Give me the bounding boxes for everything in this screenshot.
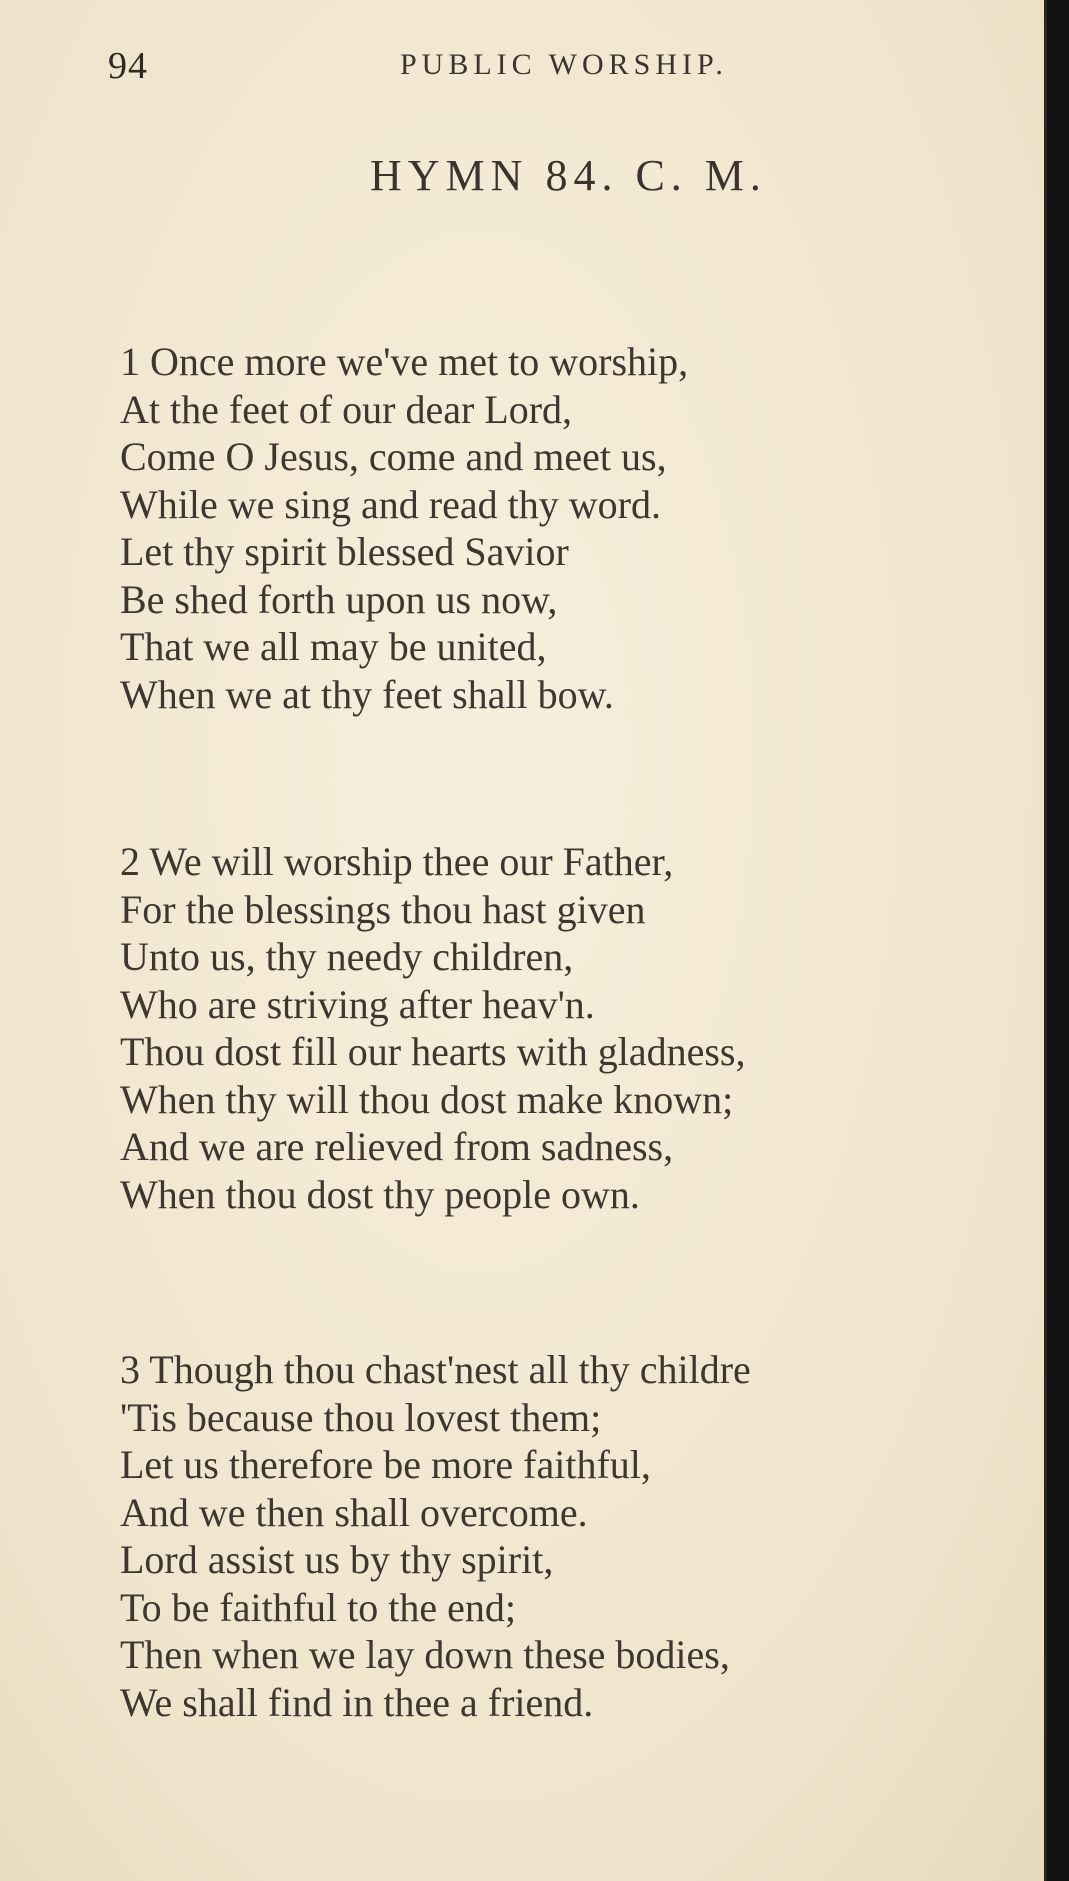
verse-2: [120, 838, 745, 1218]
verse-line: And we then shall overcome.: [120, 1489, 588, 1535]
verse-line: Be shed forth upon us now,: [120, 576, 558, 622]
verse-line: Come O Jesus, come and meet us,: [120, 434, 667, 479]
verse-line: Unto us, thy needy children,: [120, 934, 574, 979]
verse-line: Then when we lay down these bodies,: [120, 1632, 730, 1677]
verse-line: When thou dost thy people own.: [120, 1171, 640, 1217]
verse-line: To be faithful to the end;: [120, 1584, 516, 1630]
verse-line: For the blessings thou hast given: [120, 886, 646, 932]
verse-line: When we at thy feet shall bow.: [120, 671, 614, 717]
verse-1: [120, 338, 688, 718]
running-title: PUBLIC WORSHIP.: [400, 48, 728, 81]
verse-line: We shall find in thee a friend.: [120, 1679, 594, 1725]
verse-line: And we are relieved from sadness,: [120, 1124, 674, 1169]
verse-line: 2 We will worship thee our Father,: [120, 839, 674, 884]
verse-3: [120, 1346, 751, 1726]
verse-line: Who are striving after heav'n.: [120, 981, 595, 1027]
verse-line: At the feet of our dear Lord,: [120, 386, 573, 432]
verse-line: 1 Once more we've met to worship,: [120, 339, 689, 384]
verse-line: Lord assist us by thy spirit,: [120, 1537, 554, 1582]
verse-line: When thy will thou dost make known;: [120, 1076, 734, 1122]
verse-line: 'Tis because thou lovest them;: [120, 1394, 602, 1440]
verse-line: While we sing and read thy word.: [120, 481, 661, 527]
page-number: 94: [108, 45, 148, 87]
verse-line: Let thy spirit blessed Savior: [120, 529, 569, 574]
book-spine-edge: [1044, 0, 1069, 1881]
verse-line: Let us therefore be more faithful,: [120, 1442, 651, 1487]
verse-line: That we all may be united,: [120, 624, 547, 669]
verse-line: 3 Though thou chast'nest all thy childre: [120, 1347, 751, 1392]
hymn-title: HYMN 84. C. M.: [370, 151, 767, 200]
verse-line: Thou dost fill our hearts with gladness,: [120, 1029, 746, 1074]
